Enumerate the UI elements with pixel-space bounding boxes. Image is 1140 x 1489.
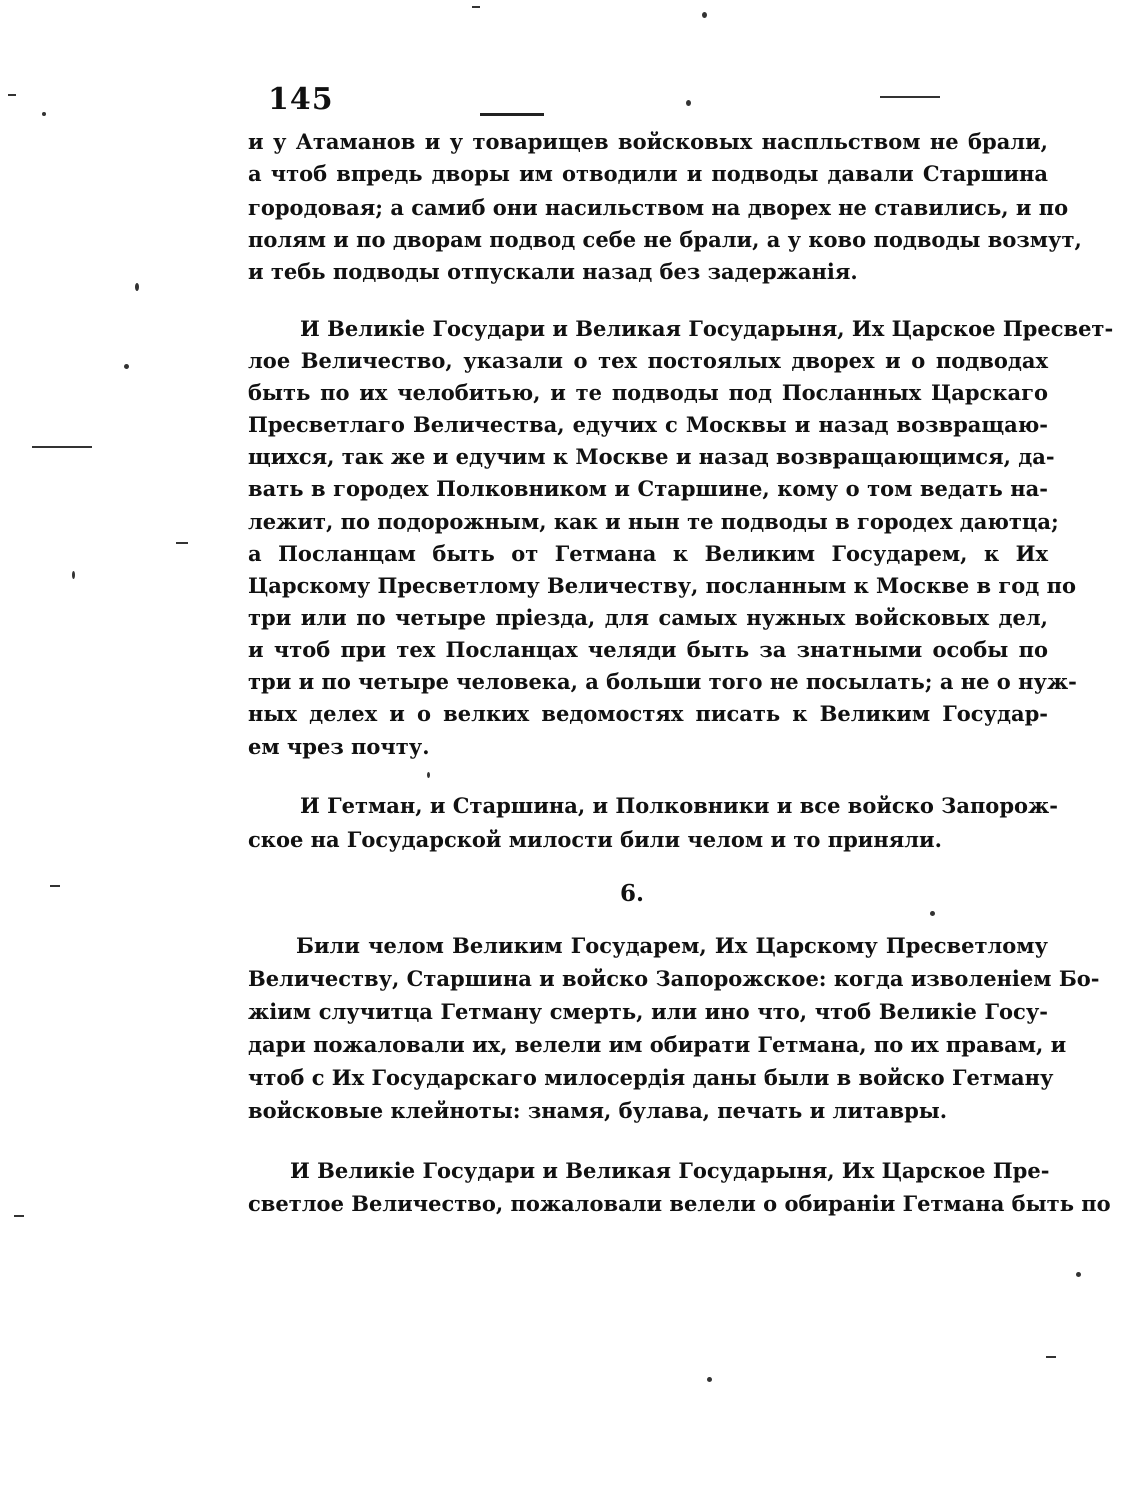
scan-speck [50, 885, 60, 887]
text-line: И Великіе Государи и Великая Государыня, Их Царское Пре- [290, 1158, 1050, 1183]
text-line: И Великіе Государи и Великая Государыня, Их Царское Пресвет- [300, 316, 1114, 341]
scan-speck [686, 100, 691, 106]
text-line: Пресветлаго Величества, едучих с Москвы и назад возвращаю- [248, 412, 1048, 437]
scan-speck [702, 12, 707, 18]
scan-speck [880, 96, 940, 98]
text-line: дари пожаловали их, велели им обирати Гетмана, по их правам, и [248, 1032, 1067, 1057]
text-line: три и по четыре человека, а больши того не посылать; а не о нуж- [248, 669, 1077, 694]
scan-speck [1046, 1356, 1056, 1358]
text-line: Били челом Великим Государем, Их Царскому Пресветлому [296, 933, 1048, 958]
text-line: три или по четыре пріезда, для самых нужных войсковых дел, [248, 605, 1048, 630]
page-number: 145 [268, 82, 334, 117]
text-line: ных делех и о велких ведомостях писать к Великим Государ- [248, 701, 1048, 726]
scan-speck [930, 911, 935, 916]
text-line: быть по их челобитью, и те подводы под Посланных Царскаго [248, 380, 1048, 405]
text-line: Величеству, Старшина и войско Запорожское: когда изволеніем Бо- [248, 966, 1100, 991]
text-line: лое Величество, указали о тех постоялых дворех и о подводах [248, 348, 1048, 373]
scan-speck [42, 112, 46, 116]
header-rule [480, 113, 544, 116]
text-line: войсковые клейноты: знамя, булава, печать и литавры. [248, 1098, 948, 1123]
text-line: жіим случитца Гетману смерть, или ино что, чтоб Великіе Госу- [248, 999, 1048, 1024]
scan-speck [707, 1377, 712, 1382]
scan-speck [124, 364, 129, 369]
text-line: вать в городех Полковником и Старшине, кому о том ведать на- [248, 476, 1048, 501]
text-line: И Гетман, и Старшина, и Полковники и все войско Запорож- [300, 793, 1058, 818]
text-line: светлое Величество, пожаловали велели о обираніи Гетмана быть по [248, 1191, 1111, 1216]
scan-speck [427, 772, 430, 778]
text-line: а Посланцам быть от Гетмана к Великим Государем, к Их [248, 541, 1048, 566]
scan-speck [472, 6, 480, 8]
text-line: лежит, по подорожным, как и нын те подводы в городех даютца; [248, 509, 1059, 534]
scan-speck [135, 283, 139, 291]
text-line: щихся, так же и едучим к Москве и назад возвращающимся, да- [248, 444, 1055, 469]
text-line: Царскому Пресветлому Величеству, посланным к Москве в год по [248, 573, 1076, 598]
scan-speck [1076, 1272, 1081, 1277]
scan-speck [72, 571, 75, 579]
text-line: ем чрез почту. [248, 734, 430, 759]
text-line: и у Атаманов и у товарищев войсковых наспльством не брали, [248, 129, 1048, 154]
scan-speck [8, 94, 16, 96]
text-line: и чтоб при тех Посланцах челяди быть за знатными особы по [248, 637, 1048, 662]
text-line: чтоб с Их Государскаго милосердія даны были в войско Гетману [248, 1065, 1054, 1090]
text-line: и тебь подводы отпускали назад без задержанія. [248, 259, 858, 284]
scan-speck [176, 542, 188, 544]
section-number: 6. [620, 880, 645, 907]
text-line: ское на Государской милости били челом и то приняли. [248, 827, 942, 852]
text-line: а чтоб впредь дворы им отводили и подводы давали Старшина [248, 161, 1048, 186]
scan-speck [14, 1215, 24, 1217]
text-line: полям и по дворам подвод себе не брали, а у ково подводы возмут, [248, 227, 1082, 252]
text-line: городовая; а самиб они насильством на дворех не ставились, и по [248, 195, 1069, 220]
scan-speck [32, 446, 92, 448]
